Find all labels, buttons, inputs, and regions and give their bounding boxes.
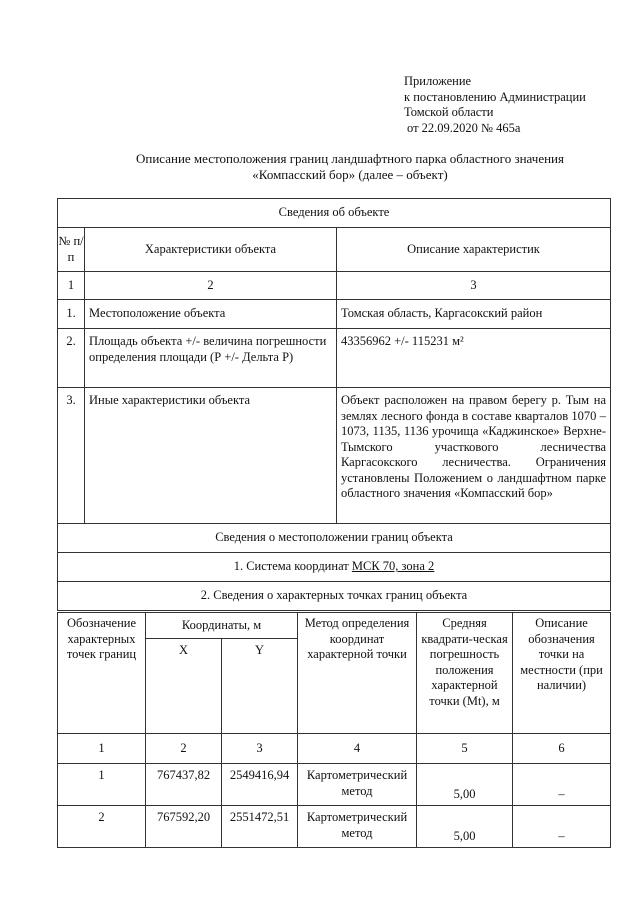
point-error: 5,00 [417,764,513,806]
appendix-line-3: Томской области [404,105,494,119]
object-info-table [57,198,611,611]
points-col-number-6: 6 [513,734,611,764]
row-num: 2. [58,329,85,388]
row-value: Томская область, Каргасокский район [337,300,611,329]
col-number-2: 2 [85,272,337,300]
header-designation: Обозначение характерных точек границ [58,613,146,734]
title-line-1: Описание местоположения границ ландшафтного парка областного значения [136,151,564,166]
table-row [58,764,611,806]
points-section-title: 2. Сведения о характерных точках границ объекта [58,582,611,611]
header-error: Средняя квадрати-ческая погрешность положения характерной точки (Mt), м [417,613,513,734]
appendix-line-1: Приложение [404,74,472,88]
points-table [57,733,611,848]
header-point-description: Описание обозначения точки на местности (при наличии) [513,613,611,734]
coord-system-name: МСК 70, зона 2 [351,559,435,574]
point-error: 5,00 [417,806,513,848]
header-coords: Координаты, м [146,613,298,639]
col-number-1: 1 [58,272,85,300]
object-row [58,388,611,524]
appendix-block [404,74,586,136]
points-col-number-3: 3 [222,734,298,764]
object-row [58,300,611,329]
appendix-line-4: от 22.09.2020 № 465а [407,120,521,135]
point-x: 767437,82 [146,764,222,806]
row-name: Площадь объекта +/- величина погрешности определения площади (Р +/- Дельта Р) [85,329,337,388]
col-number-3: 3 [337,272,611,300]
point-description: – [513,764,611,806]
coord-system-prefix: 1. Система координат [233,559,349,574]
row-value: Объект расположен на правом берегу р. Тым на землях лесного фонда в составе кварталов 1070 – 1073, 1135, 1136 урочища «Каджинское» Верхне-Тымского участкового лесничества Каргасокского лесничества. Ограничения установлены Положением о ландшафтном парке областного значения «Компасский бор» [337,388,611,524]
points-header-table [57,612,611,734]
appendix-line-2: к постановлению Администрации [404,89,586,104]
point-x: 767592,20 [146,806,222,848]
row-num: 1. [58,300,85,329]
row-name: Местоположение объекта [85,300,337,329]
boundaries-section-title: Сведения о местоположении границ объекта [58,524,611,553]
point-y: 2551472,51 [222,806,298,848]
header-method: Метод определения координат характерной точки [298,613,417,734]
document-title [60,151,640,183]
point-description: – [513,806,611,848]
point-method: Картометрический метод [298,806,417,848]
header-y: Y [222,639,298,734]
point-y: 2549416,94 [222,764,298,806]
row-num: 3. [58,388,85,524]
row-name: Иные характеристики объекта [85,388,337,524]
header-characteristics: Характеристики объекта [85,228,337,272]
title-line-2: «Компасский бор» (далее – объект) [252,167,448,182]
points-col-number-1: 1 [58,734,146,764]
points-col-number-5: 5 [417,734,513,764]
object-info-section-title: Сведения об объекте [58,199,611,228]
object-row [58,329,611,388]
point-id: 1 [58,764,146,806]
table-row [58,806,611,848]
points-col-number-2: 2 [146,734,222,764]
row-value: 43356962 +/- 115231 м² [337,329,611,388]
header-x: X [146,639,222,734]
coord-system-row [58,553,611,582]
point-id: 2 [58,806,146,848]
header-description: Описание характеристик [337,228,611,272]
header-num: № п/п [58,228,85,272]
points-col-number-4: 4 [298,734,417,764]
point-method: Картометрический метод [298,764,417,806]
